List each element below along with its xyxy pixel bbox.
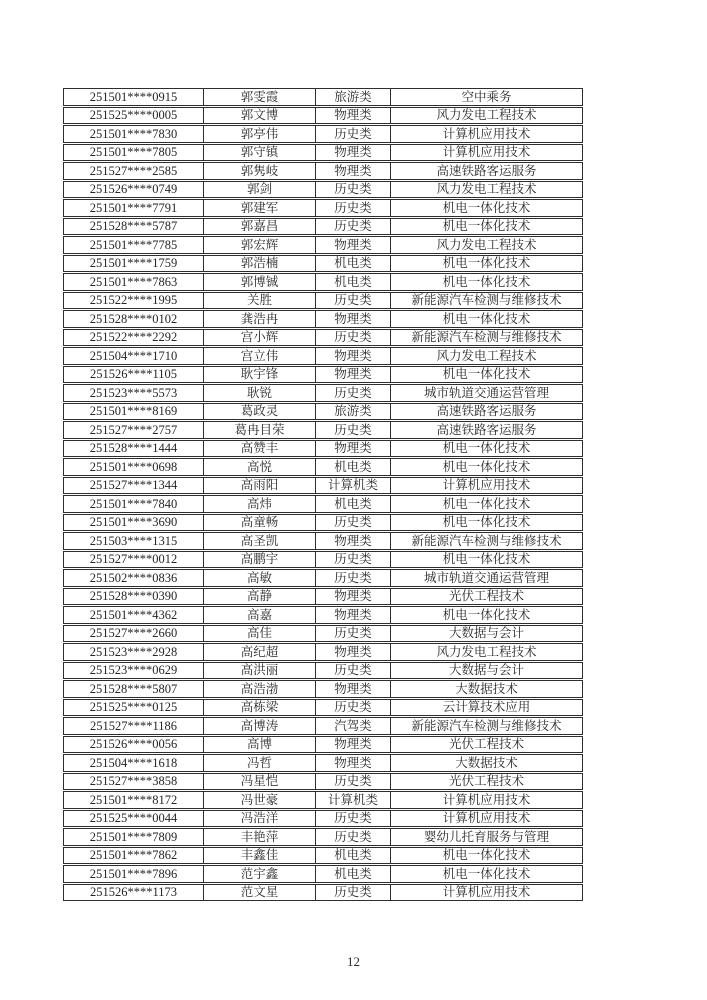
table-row — [63, 366, 583, 384]
subject-category-cell: 机电类 — [316, 496, 391, 512]
student-name-cell: 郭建军 — [204, 200, 316, 216]
subject-category-cell: 历史类 — [316, 626, 391, 642]
table-row — [63, 181, 583, 199]
student-id-cell: 251522****1995 — [64, 293, 204, 309]
student-name-cell: 高鹏宇 — [204, 552, 316, 568]
subject-category-cell: 物理类 — [316, 737, 391, 753]
student-id-cell: 251525****0125 — [64, 700, 204, 716]
student-id-cell: 251501****3690 — [64, 515, 204, 531]
table-row — [63, 791, 583, 809]
subject-category-cell: 旅游类 — [316, 404, 391, 420]
table-row — [63, 273, 583, 291]
major-cell: 机电一体化技术 — [442, 256, 531, 270]
major-cell: 大数据与会计 — [448, 663, 524, 677]
student-name-cell: 关胜 — [204, 293, 316, 309]
table-row — [63, 440, 583, 458]
student-name-cell: 郭宏辉 — [204, 237, 316, 253]
major-cell: 风力发电工程技术 — [436, 182, 537, 196]
student-id-cell: 251501****7830 — [64, 126, 204, 142]
student-id-cell: 251523****5573 — [64, 385, 204, 401]
subject-category-cell: 历史类 — [316, 219, 391, 235]
table-row — [63, 310, 583, 328]
student-id-cell: 251528****1444 — [64, 441, 204, 457]
subject-category-cell: 历史类 — [316, 182, 391, 198]
subject-category-cell: 物理类 — [316, 607, 391, 623]
student-name-cell: 高雨阳 — [204, 478, 316, 494]
student-name-cell: 范文星 — [204, 885, 316, 901]
subject-category-cell: 历史类 — [316, 126, 391, 142]
subject-category-cell: 计算机类 — [316, 792, 391, 808]
major-cell: 大数据技术 — [455, 755, 518, 770]
subject-category-cell: 机电类 — [316, 459, 391, 475]
subject-category-cell: 历史类 — [316, 774, 391, 790]
table-row — [63, 384, 583, 402]
table-row — [63, 329, 583, 347]
table-row — [63, 569, 583, 587]
subject-category-cell: 物理类 — [316, 533, 391, 549]
student-name-cell: 高静 — [204, 589, 316, 605]
major-cell: 城市轨道交通运营管理 — [423, 570, 549, 585]
table-row — [63, 514, 583, 532]
subject-category-cell: 历史类 — [316, 200, 391, 216]
student-name-cell: 高炜 — [204, 496, 316, 512]
student-id-cell: 251501****7805 — [64, 145, 204, 161]
student-name-cell: 郭剑 — [204, 182, 316, 198]
student-name-cell: 龚浩冉 — [204, 311, 316, 327]
major-cell: 计算机应用技术 — [442, 885, 531, 899]
student-id-cell: 251528****5807 — [64, 681, 204, 697]
student-name-cell: 耿宇锋 — [204, 367, 316, 383]
student-id-cell: 251527****1344 — [64, 478, 204, 494]
major-cell: 风力发电工程技术 — [436, 644, 537, 659]
student-name-cell: 耿锐 — [204, 385, 316, 401]
major-cell: 机电一体化技术 — [442, 515, 531, 529]
subject-category-cell: 物理类 — [316, 163, 391, 179]
table-row — [63, 107, 583, 125]
student-id-cell: 251501****7896 — [64, 866, 204, 882]
subject-category-cell: 物理类 — [316, 108, 391, 124]
table-row — [63, 606, 583, 624]
table-row — [63, 717, 583, 735]
student-name-cell: 冯星恺 — [204, 774, 316, 790]
major-cell: 空中乘务 — [461, 89, 512, 104]
student-id-cell: 251503****1315 — [64, 533, 204, 549]
student-id-cell: 251526****1173 — [64, 885, 204, 901]
subject-category-cell: 物理类 — [316, 589, 391, 605]
subject-category-cell: 历史类 — [316, 385, 391, 401]
table-row — [63, 773, 583, 791]
table-row — [63, 236, 583, 254]
table-row — [63, 255, 583, 273]
table-row — [63, 162, 583, 180]
table-row — [63, 699, 583, 717]
subject-category-cell: 机电类 — [316, 848, 391, 864]
subject-category-cell: 历史类 — [316, 885, 391, 901]
student-name-cell: 高博 — [204, 737, 316, 753]
student-name-cell: 冯浩洋 — [204, 811, 316, 827]
major-cell: 高速铁路客运服务 — [436, 422, 537, 437]
student-name-cell: 宫小辉 — [204, 330, 316, 346]
student-id-cell: 251527****2757 — [64, 422, 204, 438]
major-cell: 机电一体化技术 — [442, 311, 531, 326]
student-name-cell: 高敏 — [204, 570, 316, 586]
subject-category-cell: 机电类 — [316, 274, 391, 290]
table-row — [63, 847, 583, 865]
student-id-cell: 251501****7809 — [64, 829, 204, 845]
subject-category-cell: 物理类 — [316, 145, 391, 161]
subject-category-cell: 旅游类 — [316, 89, 391, 105]
student-name-cell: 高纪超 — [204, 644, 316, 660]
student-id-cell: 251523****0629 — [64, 663, 204, 679]
subject-category-cell: 物理类 — [316, 755, 391, 771]
major-cell: 新能源汽车检测与维修技术 — [411, 293, 562, 307]
major-cell: 云计算技术应用 — [442, 700, 531, 714]
major-cell: 高速铁路客运服务 — [436, 163, 537, 178]
student-name-cell: 高童畅 — [204, 515, 316, 531]
student-name-cell: 范宇鑫 — [204, 866, 316, 882]
major-cell: 风力发电工程技术 — [436, 348, 537, 363]
student-name-cell: 高博涛 — [204, 718, 316, 734]
student-id-cell: 251523****2928 — [64, 644, 204, 660]
subject-category-cell: 历史类 — [316, 293, 391, 309]
table-row — [63, 421, 583, 439]
table-row — [63, 662, 583, 680]
student-name-cell: 郭亭伟 — [204, 126, 316, 142]
student-id-cell: 251501****7862 — [64, 848, 204, 864]
table-row — [63, 588, 583, 606]
table-row — [63, 736, 583, 754]
table-row — [63, 810, 583, 828]
student-id-cell: 251525****0044 — [64, 811, 204, 827]
subject-category-cell: 物理类 — [316, 681, 391, 697]
student-id-cell: 251528****5787 — [64, 219, 204, 235]
student-id-cell: 251527****2660 — [64, 626, 204, 642]
student-id-cell: 251501****7785 — [64, 237, 204, 253]
student-name-cell: 高洪丽 — [204, 663, 316, 679]
student-id-cell: 251501****1759 — [64, 256, 204, 272]
student-name-cell: 郭浩楠 — [204, 256, 316, 272]
student-id-cell: 251501****7863 — [64, 274, 204, 290]
table-row — [63, 477, 583, 495]
major-cell: 新能源汽车检测与维修技术 — [411, 330, 562, 344]
major-cell: 机电一体化技术 — [442, 441, 531, 455]
student-id-cell: 251522****2292 — [64, 330, 204, 346]
student-name-cell: 高栋梁 — [204, 700, 316, 716]
student-id-cell: 251501****0698 — [64, 459, 204, 475]
page-number: 12 — [347, 954, 360, 969]
major-cell: 计算机应用技术 — [442, 126, 531, 141]
table-row — [63, 88, 583, 106]
table-row — [63, 551, 583, 569]
major-cell: 婴幼儿托育服务与管理 — [423, 829, 549, 844]
student-id-cell: 251501****8172 — [64, 792, 204, 808]
major-cell: 大数据与会计 — [448, 626, 524, 640]
table-row — [63, 292, 583, 310]
major-cell: 计算机应用技术 — [442, 478, 531, 492]
major-cell: 风力发电工程技术 — [436, 108, 537, 122]
major-cell: 大数据技术 — [455, 681, 518, 696]
student-name-cell: 丰艳萍 — [204, 829, 316, 845]
major-cell: 机电一体化技术 — [442, 200, 531, 215]
table-row — [63, 347, 583, 365]
subject-category-cell: 机电类 — [316, 256, 391, 272]
student-id-cell: 251501****4362 — [64, 607, 204, 623]
student-id-cell: 251501****7840 — [64, 496, 204, 512]
major-cell: 机电一体化技术 — [442, 496, 531, 511]
major-cell: 高速铁路客运服务 — [436, 404, 537, 418]
student-name-cell: 高圣凯 — [204, 533, 316, 549]
student-name-cell: 高赞丰 — [204, 441, 316, 457]
table-row — [63, 643, 583, 661]
student-id-cell: 251527****3858 — [64, 774, 204, 790]
major-cell: 机电一体化技术 — [442, 607, 531, 622]
subject-category-cell: 物理类 — [316, 367, 391, 383]
student-name-cell: 郭守镇 — [204, 145, 316, 161]
student-name-cell: 冯世豪 — [204, 792, 316, 808]
student-id-cell: 251502****0836 — [64, 570, 204, 586]
major-cell: 计算机应用技术 — [442, 792, 531, 807]
major-cell: 机电一体化技术 — [442, 848, 531, 862]
table-row — [63, 495, 583, 513]
major-cell: 光伏工程技术 — [448, 737, 524, 751]
major-cell: 计算机应用技术 — [442, 145, 531, 159]
student-name-cell: 高浩渤 — [204, 681, 316, 697]
major-cell: 机电一体化技术 — [442, 459, 531, 474]
student-id-cell: 251526****0749 — [64, 182, 204, 198]
student-name-cell: 冯哲 — [204, 755, 316, 771]
major-cell: 光伏工程技术 — [448, 774, 524, 788]
subject-category-cell: 历史类 — [316, 700, 391, 716]
table-row — [63, 458, 583, 476]
subject-category-cell: 历史类 — [316, 570, 391, 586]
student-id-cell: 251526****0056 — [64, 737, 204, 753]
student-name-cell: 丰鑫佳 — [204, 848, 316, 864]
student-id-cell: 251501****7791 — [64, 200, 204, 216]
table-row — [63, 754, 583, 772]
student-name-cell: 郭雯霞 — [204, 89, 316, 105]
table-row — [63, 680, 583, 698]
table-row — [63, 199, 583, 217]
student-id-cell: 251526****1105 — [64, 367, 204, 383]
student-name-cell: 郭隽岐 — [204, 163, 316, 179]
subject-category-cell: 机电类 — [316, 866, 391, 882]
table-row — [63, 218, 583, 236]
student-id-cell: 251504****1618 — [64, 755, 204, 771]
table-row — [63, 125, 583, 143]
subject-category-cell: 历史类 — [316, 552, 391, 568]
table-row — [63, 403, 583, 421]
student-id-cell: 251501****0915 — [64, 89, 204, 105]
student-name-cell: 郭文博 — [204, 108, 316, 124]
major-cell: 计算机应用技术 — [442, 811, 531, 825]
student-id-cell: 251504****1710 — [64, 348, 204, 364]
student-name-cell: 高佳 — [204, 626, 316, 642]
subject-category-cell: 历史类 — [316, 330, 391, 346]
major-cell: 机电一体化技术 — [442, 274, 531, 289]
student-name-cell: 葛冉目荣 — [204, 422, 316, 438]
subject-category-cell: 历史类 — [316, 811, 391, 827]
student-name-cell: 郭博铖 — [204, 274, 316, 290]
student-name-cell: 宫立伟 — [204, 348, 316, 364]
subject-category-cell: 历史类 — [316, 829, 391, 845]
major-cell: 新能源汽车检测与维修技术 — [411, 533, 562, 548]
subject-category-cell: 物理类 — [316, 311, 391, 327]
student-id-cell: 251527****1186 — [64, 718, 204, 734]
student-id-cell: 251527****2585 — [64, 163, 204, 179]
student-name-cell: 郭嘉昌 — [204, 219, 316, 235]
subject-category-cell: 物理类 — [316, 441, 391, 457]
subject-category-cell: 汽驾类 — [316, 718, 391, 734]
subject-category-cell: 历史类 — [316, 663, 391, 679]
subject-category-cell: 历史类 — [316, 422, 391, 438]
major-cell: 风力发电工程技术 — [436, 237, 537, 252]
major-cell: 机电一体化技术 — [442, 866, 531, 881]
student-id-cell: 251528****0102 — [64, 311, 204, 327]
major-cell: 机电一体化技术 — [442, 367, 531, 381]
subject-category-cell: 历史类 — [316, 515, 391, 531]
subject-category-cell: 计算机类 — [316, 478, 391, 494]
student-id-cell: 251501****8169 — [64, 404, 204, 420]
subject-category-cell: 物理类 — [316, 348, 391, 364]
student-id-cell: 251527****0012 — [64, 552, 204, 568]
student-id-cell: 251525****0005 — [64, 108, 204, 124]
table-row — [63, 884, 583, 902]
table-row — [63, 865, 583, 883]
subject-category-cell: 物理类 — [316, 644, 391, 660]
student-roster-table — [63, 88, 583, 901]
table-row — [63, 532, 583, 550]
major-cell: 城市轨道交通运营管理 — [423, 385, 549, 400]
student-name-cell: 高嘉 — [204, 607, 316, 623]
student-id-cell: 251528****0390 — [64, 589, 204, 605]
table-row — [63, 144, 583, 162]
student-name-cell: 葛政灵 — [204, 404, 316, 420]
subject-category-cell: 物理类 — [316, 237, 391, 253]
major-cell: 新能源汽车检测与维修技术 — [411, 718, 562, 733]
major-cell: 机电一体化技术 — [442, 219, 531, 233]
student-name-cell: 高悦 — [204, 459, 316, 475]
table-row — [63, 625, 583, 643]
major-cell: 机电一体化技术 — [442, 552, 531, 566]
table-row — [63, 828, 583, 846]
major-cell: 光伏工程技术 — [448, 589, 524, 603]
